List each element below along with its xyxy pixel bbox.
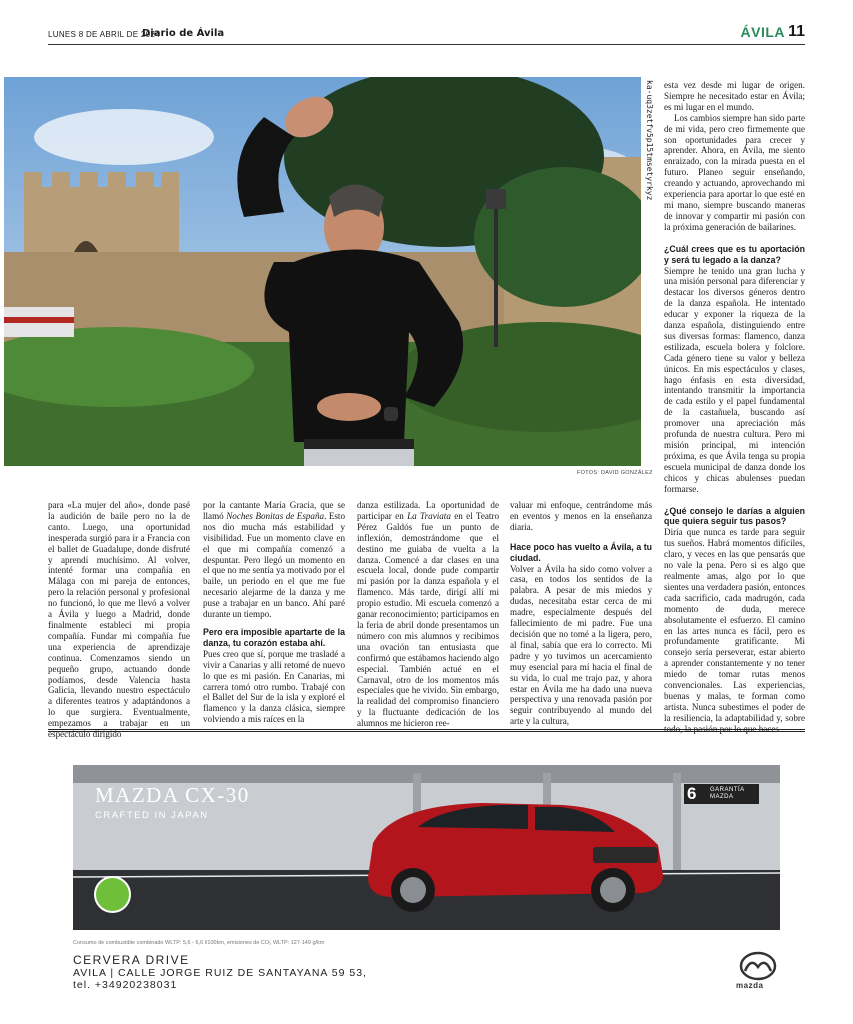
show-title: Noches Bonitas de España [226, 510, 325, 521]
column-5-paragraph-2: Los cambios siempre han sido parte de mi vida, pero creo firmemente que son oportunidades para crecer y aprender. Ahora, en Ávila, me siento enraizado, con la mirada puesta en el futuro. Planeo seguir enseñando, creando y actuando, aprovechando mi experiencia para aportar lo que esté en mi mano, siempre buscando maneras de innovar y compartir mi pasión con la próxima generación de bailarines. [664, 112, 805, 232]
interview-question: Hace poco has vuelto a Ávila, a tu ciudad. [510, 541, 652, 563]
column-5-paragraph-4: Diría que nunca es tarde para seguir tus sueños. Habrá momentos difíciles, claro, y veces en las que pensarás que no vale la pena. Pero si es algo que realmente amas, algo por lo que sientes una verdadera pasión, entonces cada sacrificio, cada madrugón, cada momento de duda, merece absolutamente el esfuerzo. El camino en las artes nunca es fácil, pero es profundamente gratificante. Mi consejo sería perseverar, estar abierto a aprender constantemente y no tener miedo de tomar rutas menos convencionales. Las experiencias, buenas y malas, te forman como artista. Nunca subestimes el poder de la resiliencia, la adaptabilidad y, sobre todo, la pasión por lo que haces. [664, 527, 805, 734]
dancer-photo-illustration [4, 77, 641, 466]
mazda-wordmark: mazda [736, 981, 764, 990]
p-text: en el Teatro Pérez Galdós fue un punto de inflexión, demostrándome que el destino me guiaba de vuelta a la danza. Comencé a dar clases en una escuela local, donde pude compartir mi pasión por la danza española y el flamenco. Más tarde, dirigí allí mi propio estudio. Mi escuela comenzó a ganar reconocimiento; participamos en la feria de abril donde presentamos un número con mis alumnos y recibimos una ovación tan entusiasta que confirmó que estábamos haciendo algo especial. También actué en el Carnaval, otro de los momentos más especiales que he vivido. Sin embargo, la realidad del compromiso financiero y la fluctuante dedicación de los alumnos me hicieron ree- [357, 510, 499, 729]
dealer-info [73, 954, 367, 992]
warranty-years: 6 [687, 784, 697, 803]
main-photo [4, 77, 641, 466]
column-4-paragraph-1: valuar mi enfoque, centrándome más en eventos y menos en la enseñanza diaria. [510, 500, 652, 532]
article-column-5 [664, 80, 805, 735]
eco-label-icon [94, 876, 131, 913]
dealer-address: AVILA | CALLE JORGE RUIZ DE SANTAYANA 59 53, [73, 966, 367, 979]
article-column-4 [510, 500, 652, 727]
dealer-name: CERVERA DRIVE [73, 953, 190, 967]
column-3-paragraph [357, 500, 499, 729]
page-number: 11 [788, 23, 805, 40]
publication-name: Diario de Ávila [142, 28, 225, 39]
column-2-paragraph-2: Pues creo que sí, porque me trasladé a vivir a Canarias y allí retomé de nuevo lo que es mi pasión. En Canarias, mi carrera tomó otro rumbo. Trabajé con el Ballet del Sur de la isla y exploré el flamenco y la danza clásica, siempre volviendo a mis raíces en la [203, 648, 345, 725]
section-divider [48, 729, 805, 732]
section-name: ÁVILA [740, 24, 785, 40]
mazda-advertisement [73, 765, 780, 930]
column-5-paragraph-1: esta vez desde mi lugar de origen. Siempre he necesitado estar en Ávila; es mi lugar en el mundo. [664, 80, 805, 112]
article-column-2 [203, 500, 345, 725]
interview-question: Pero era imposible apartarte de la danza, tu corazón estaba ahí. [203, 626, 345, 648]
photo-credit: FOTOS: DAVID GONZÁLEZ [577, 470, 653, 476]
interview-question: ¿Cuál crees que es tu aportación y será tu legado a la danza? [664, 243, 805, 265]
article-column-3 [357, 500, 499, 729]
p-text: . Esto nos dio mucha más estabilidad y visibilidad. Fue un momento clave en el que mi compañía comenzó a despuntar. Pero llegó un momento en el que no me sentía ya motivado por el baile, un periodo en el que me fue necesario alejarme de la danza y me puse a trabajar en un banco. Ahí paré durante un tiempo. [203, 510, 346, 620]
ad-tagline: CRAFTED IN JAPAN [95, 810, 209, 821]
page-header [48, 23, 805, 45]
p-text: danza estilizada. La oportunidad de participar en [357, 500, 499, 521]
p-text: por la cantante María Gracia, que se llamó [203, 500, 345, 521]
column-4-paragraph-2: Volver a Ávila ha sido como volver a casa, en todos los sentidos de la palabra. A pesar de mis miedos y dudas, necesitaba estar cerca de mi madre, especialmente después del fallecimiento de mi padre. Fue una decisión que no tomé a la ligera, pero, al final, sabía que era lo correcto. Mi padre y yo tuvimos un acercamiento muy esencial para mí hacia el final de su vida, lo cual me trajo paz, y ahora estar en Ávila me ha dado una nueva perspectiva y una renovada pasión por seguir contribuyendo al mundo del arte y la cultura, [510, 563, 652, 727]
warranty-badge [684, 784, 759, 804]
ad-model-name: MAZDA CX-30 [95, 783, 250, 807]
opera-title: La Traviata [407, 510, 451, 521]
fuel-consumption-note: Consumo de combustible combinado WLTP: 5,6 - 6,6 l/100km, emisiones de CO₂ WLTP: 127-149 g/km [73, 940, 325, 946]
interview-question: ¿Qué consejo le darías a alguien que quiera seguir tus pasos? [664, 505, 805, 527]
vertical-watermark: ka-uq3zetfv5p15tmsetyrkyz [645, 80, 654, 201]
column-1-paragraph: para «La mujer del año», donde pasé la audición de baile pero no la de canto. Luego, una oportunidad inesperada surgió para ir a Francia con el ballet de Guadalupe, donde disfruté y aprendí muchísimo. Al volver, intenté formar una compañía en Málaga con mi pareja de entonces, pero la relación personal y profesional no funcionó, lo que me llevó a volver a Ávila y luego a Madrid, donde finalmente establecí mi propia compañía. Fundar mi compañía fue una experiencia de aprendizaje continua. Comenzamos siendo un pequeño grupo, actuando donde podíamos, desde Valencia hasta Galicia, llevando nuestro espectáculo a diferentes teatros y adaptándonos a lo que surgiera. Eventualmente, empezamos a trabajar en un espectáculo dirigido [48, 500, 190, 740]
article-column-1 [48, 500, 190, 740]
dealer-phone: tel. +34920238031 [73, 979, 178, 991]
warranty-label: GARANTÍA MAZDA [710, 787, 745, 800]
header-date: LUNES 8 DE ABRIL DE 2024 [48, 30, 160, 39]
column-5-paragraph-3: Siempre he tenido una gran lucha y una misión personal para diferenciar y destacar los diversos géneros dentro de la danza española. He intentado educar y exponer la riqueza de la danza española, distinguiendo entre sus diversas formas: flamenco, danza estilizada, escuela bolera y folclore. Cada género tiene su valor y belleza únicos. En mis espectáculos y clases, hago énfasis en esta diversidad, intentando transmitir la importancia de cada estilo y el papel fundamental de la castañuela, buscando así promover una apreciación más profunda de nuestra cultura. Pero mi misión principal, mi intención próxima, es que Ávila tenga su propia escuela municipal de danza donde los chicos y chicas abulenses puedan formarse. [664, 265, 805, 494]
column-2-paragraph-1 [203, 500, 345, 620]
